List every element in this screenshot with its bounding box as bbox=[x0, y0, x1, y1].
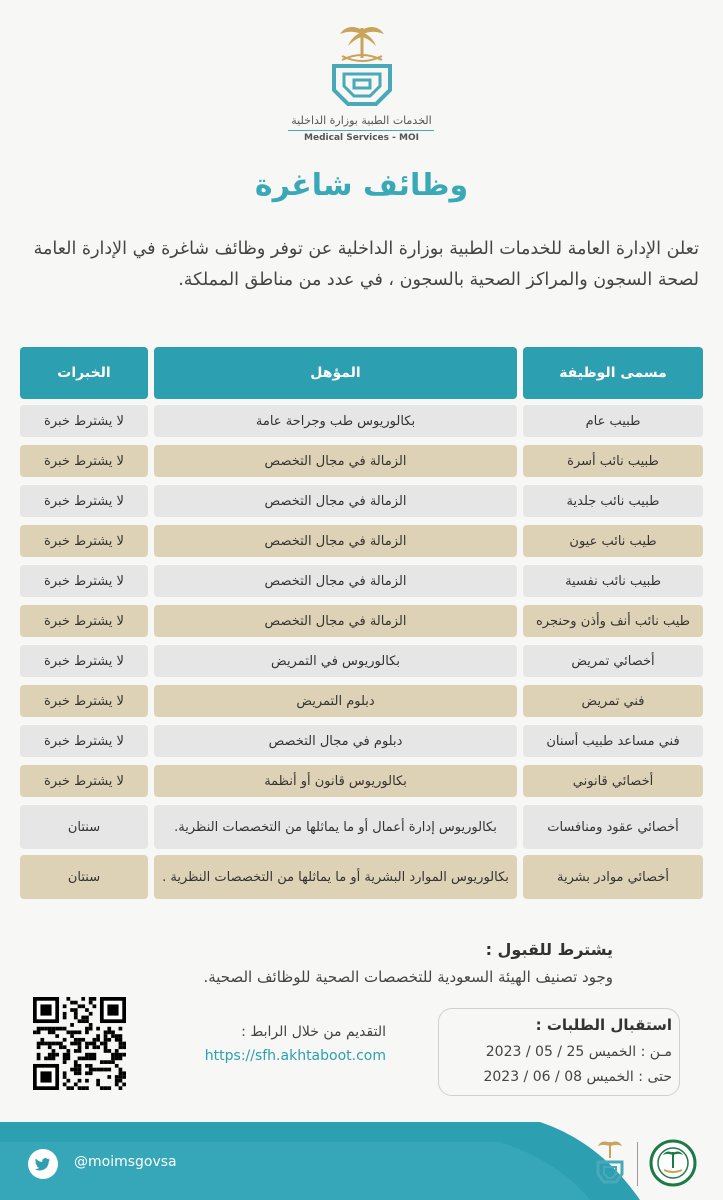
cell-experience: لا يشترط خبرة bbox=[20, 525, 148, 557]
moi-emblem-icon bbox=[648, 1138, 698, 1192]
cell-qualification: بكالوريوس إدارة أعمال أو ما يماثلها من التخصصات النظرية. bbox=[154, 805, 517, 849]
cell-job-title: أخصائي موادر بشرية bbox=[523, 855, 703, 899]
medical-services-logo bbox=[322, 20, 402, 114]
cell-job-title: أخصائي عقود ومنافسات bbox=[523, 805, 703, 849]
cell-qualification: الزمالة في مجال التخصص bbox=[154, 525, 517, 557]
cell-job-title: فني مساعد طبيب أسنان bbox=[523, 725, 703, 757]
cell-qualification: بكالوريوس الموارد البشرية أو ما يماثلها من التخصصات النظرية . bbox=[154, 855, 517, 899]
reception-heading: استقبال الطلبات : bbox=[535, 1016, 672, 1034]
cell-qualification: بكالوريوس طب وجراحة عامة bbox=[154, 405, 517, 437]
cell-qualification: بكالوريوس قانون أو أنظمة bbox=[154, 765, 517, 797]
twitter-handle[interactable]: @moimsgovsa bbox=[74, 1154, 177, 1170]
cell-experience: لا يشترط خبرة bbox=[20, 405, 148, 437]
logo-text-arabic: الخدمات الطبية بوزارة الداخلية bbox=[291, 114, 432, 127]
header-job-title: مسمى الوظيفة bbox=[523, 347, 703, 399]
cell-experience: لا يشترط خبرة bbox=[20, 445, 148, 477]
cell-experience: لا يشترط خبرة bbox=[20, 765, 148, 797]
cell-qualification: دبلوم التمريض bbox=[154, 685, 517, 717]
cell-qualification: الزمالة في مجال التخصص bbox=[154, 565, 517, 597]
header-qualification: المؤهل bbox=[154, 347, 517, 399]
cell-job-title: طيب نائب عيون bbox=[523, 525, 703, 557]
footer-separator bbox=[637, 1142, 638, 1186]
logo-text-english: Medical Services - MOI bbox=[304, 133, 419, 143]
page-title: وظائف شاغرة bbox=[254, 168, 469, 203]
cell-job-title: أخصائي تمريض bbox=[523, 645, 703, 677]
reception-to-date: حتى : الخميس 08 / 06 / 2023 bbox=[483, 1069, 672, 1085]
cell-job-title: طبيب عام bbox=[523, 405, 703, 437]
cell-experience: سنتان bbox=[20, 855, 148, 899]
header-experience: الخبرات bbox=[20, 347, 148, 399]
cell-job-title: طبيب نائب نفسية bbox=[523, 565, 703, 597]
cell-qualification: بكالوريوس في التمريض bbox=[154, 645, 517, 677]
cell-job-title: فني تمريض bbox=[523, 685, 703, 717]
cell-qualification: الزمالة في مجال التخصص bbox=[154, 485, 517, 517]
cell-experience: لا يشترط خبرة bbox=[20, 605, 148, 637]
footer-medical-logo-icon bbox=[590, 1138, 630, 1192]
cell-qualification: الزمالة في مجال التخصص bbox=[154, 445, 517, 477]
cell-qualification: الزمالة في مجال التخصص bbox=[154, 605, 517, 637]
intro-paragraph: تعلن الإدارة العامة للخدمات الطبية بوزارة الداخلية عن توفر وظائف شاغرة في الإدارة العامة لصحة السجون والمراكز الصحية بالسجون ، في عدد من مناطق المملكة. bbox=[33, 239, 699, 290]
logo-divider bbox=[288, 130, 434, 131]
cell-experience: لا يشترط خبرة bbox=[20, 725, 148, 757]
twitter-icon[interactable] bbox=[28, 1149, 58, 1179]
cell-job-title: طيب نائب أنف وأذن وحنجره bbox=[523, 605, 703, 637]
conditions-heading: يشترط للقبول : bbox=[485, 940, 613, 959]
cell-experience: لا يشترط خبرة bbox=[20, 565, 148, 597]
cell-job-title: طبيب نائب جلدية bbox=[523, 485, 703, 517]
cell-experience: لا يشترط خبرة bbox=[20, 685, 148, 717]
cell-job-title: أخصائي قانوني bbox=[523, 765, 703, 797]
cell-qualification: دبلوم في مجال التخصص bbox=[154, 725, 517, 757]
apply-label: التقديم من خلال الرابط : bbox=[241, 1024, 386, 1040]
cell-experience: لا يشترط خبرة bbox=[20, 645, 148, 677]
cell-job-title: طبيب نائب أسرة bbox=[523, 445, 703, 477]
cell-experience: لا يشترط خبرة bbox=[20, 485, 148, 517]
qr-code[interactable] bbox=[33, 997, 126, 1090]
apply-link[interactable]: https://sfh.akhtaboot.com bbox=[204, 1048, 386, 1064]
cell-experience: سنتان bbox=[20, 805, 148, 849]
reception-from-date: مـن : الخميس 25 / 05 / 2023 bbox=[485, 1044, 672, 1060]
conditions-text: وجود تصنيف الهيئة السعودية للتخصصات الصحية للوظائف الصحية. bbox=[203, 968, 613, 986]
